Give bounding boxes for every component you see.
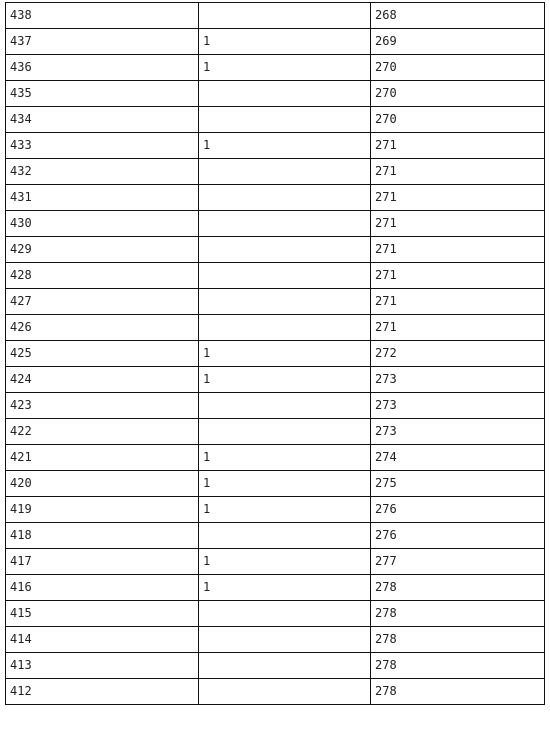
score-distribution-table — [5, 2, 545, 705]
table-row — [6, 237, 545, 263]
score-cell: 423 — [6, 393, 199, 419]
count-cell: 1 — [199, 549, 371, 575]
score-cell: 436 — [6, 55, 199, 81]
cumulative-cell: 278 — [371, 575, 545, 601]
score-cell: 437 — [6, 29, 199, 55]
cumulative-cell: 272 — [371, 341, 545, 367]
table-row — [6, 653, 545, 679]
cumulative-cell: 271 — [371, 237, 545, 263]
count-cell — [199, 3, 371, 29]
table-row — [6, 3, 545, 29]
count-cell: 1 — [199, 341, 371, 367]
count-cell — [199, 185, 371, 211]
count-cell — [199, 601, 371, 627]
cumulative-cell: 278 — [371, 653, 545, 679]
score-cell: 420 — [6, 471, 199, 497]
table-row — [6, 315, 545, 341]
cumulative-cell: 270 — [371, 55, 545, 81]
cumulative-cell: 276 — [371, 523, 545, 549]
count-cell — [199, 159, 371, 185]
score-cell: 426 — [6, 315, 199, 341]
cumulative-cell: 277 — [371, 549, 545, 575]
count-cell: 1 — [199, 55, 371, 81]
count-cell — [199, 627, 371, 653]
table-row — [6, 55, 545, 81]
table-row — [6, 497, 545, 523]
count-cell — [199, 107, 371, 133]
score-cell: 427 — [6, 289, 199, 315]
table-row — [6, 81, 545, 107]
count-cell — [199, 263, 371, 289]
table-row — [6, 471, 545, 497]
score-cell: 431 — [6, 185, 199, 211]
score-cell: 417 — [6, 549, 199, 575]
cumulative-cell: 270 — [371, 81, 545, 107]
table-row — [6, 575, 545, 601]
cumulative-cell: 271 — [371, 185, 545, 211]
cumulative-cell: 273 — [371, 419, 545, 445]
table-row — [6, 419, 545, 445]
cumulative-cell: 278 — [371, 627, 545, 653]
count-cell: 1 — [199, 445, 371, 471]
table-row — [6, 133, 545, 159]
cumulative-cell: 270 — [371, 107, 545, 133]
score-cell: 429 — [6, 237, 199, 263]
cumulative-cell: 274 — [371, 445, 545, 471]
cumulative-cell: 271 — [371, 315, 545, 341]
score-cell: 428 — [6, 263, 199, 289]
score-cell: 412 — [6, 679, 199, 705]
table-row — [6, 29, 545, 55]
count-cell — [199, 523, 371, 549]
table-row — [6, 211, 545, 237]
cumulative-cell: 278 — [371, 679, 545, 705]
cumulative-cell: 271 — [371, 159, 545, 185]
table-body — [6, 3, 545, 705]
cumulative-cell: 278 — [371, 601, 545, 627]
count-cell: 1 — [199, 497, 371, 523]
count-cell: 1 — [199, 575, 371, 601]
table-row — [6, 601, 545, 627]
table-row — [6, 367, 545, 393]
score-cell: 415 — [6, 601, 199, 627]
table-row — [6, 549, 545, 575]
count-cell: 1 — [199, 29, 371, 55]
count-cell: 1 — [199, 367, 371, 393]
score-cell: 434 — [6, 107, 199, 133]
table-row — [6, 627, 545, 653]
count-cell — [199, 653, 371, 679]
cumulative-cell: 273 — [371, 393, 545, 419]
count-cell — [199, 211, 371, 237]
cumulative-cell: 269 — [371, 29, 545, 55]
score-cell: 430 — [6, 211, 199, 237]
cumulative-cell: 273 — [371, 367, 545, 393]
score-cell: 418 — [6, 523, 199, 549]
cumulative-cell: 275 — [371, 471, 545, 497]
table-row — [6, 523, 545, 549]
count-cell — [199, 315, 371, 341]
table-row — [6, 341, 545, 367]
count-cell: 1 — [199, 133, 371, 159]
count-cell — [199, 289, 371, 315]
table-row — [6, 393, 545, 419]
table-row — [6, 289, 545, 315]
cumulative-cell: 268 — [371, 3, 545, 29]
cumulative-cell: 271 — [371, 133, 545, 159]
count-cell — [199, 419, 371, 445]
table-row — [6, 445, 545, 471]
score-cell: 419 — [6, 497, 199, 523]
cumulative-cell: 271 — [371, 289, 545, 315]
count-cell — [199, 679, 371, 705]
score-cell: 435 — [6, 81, 199, 107]
score-cell: 422 — [6, 419, 199, 445]
count-cell — [199, 237, 371, 263]
table-row — [6, 263, 545, 289]
table-row — [6, 107, 545, 133]
table-row — [6, 159, 545, 185]
score-cell: 416 — [6, 575, 199, 601]
table-row — [6, 679, 545, 705]
score-cell: 425 — [6, 341, 199, 367]
cumulative-cell: 271 — [371, 263, 545, 289]
score-cell: 433 — [6, 133, 199, 159]
score-cell: 414 — [6, 627, 199, 653]
score-cell: 413 — [6, 653, 199, 679]
score-cell: 421 — [6, 445, 199, 471]
cumulative-cell: 276 — [371, 497, 545, 523]
count-cell — [199, 393, 371, 419]
count-cell: 1 — [199, 471, 371, 497]
score-table-container — [5, 2, 544, 705]
score-cell: 438 — [6, 3, 199, 29]
score-cell: 432 — [6, 159, 199, 185]
score-cell: 424 — [6, 367, 199, 393]
count-cell — [199, 81, 371, 107]
table-row — [6, 185, 545, 211]
cumulative-cell: 271 — [371, 211, 545, 237]
